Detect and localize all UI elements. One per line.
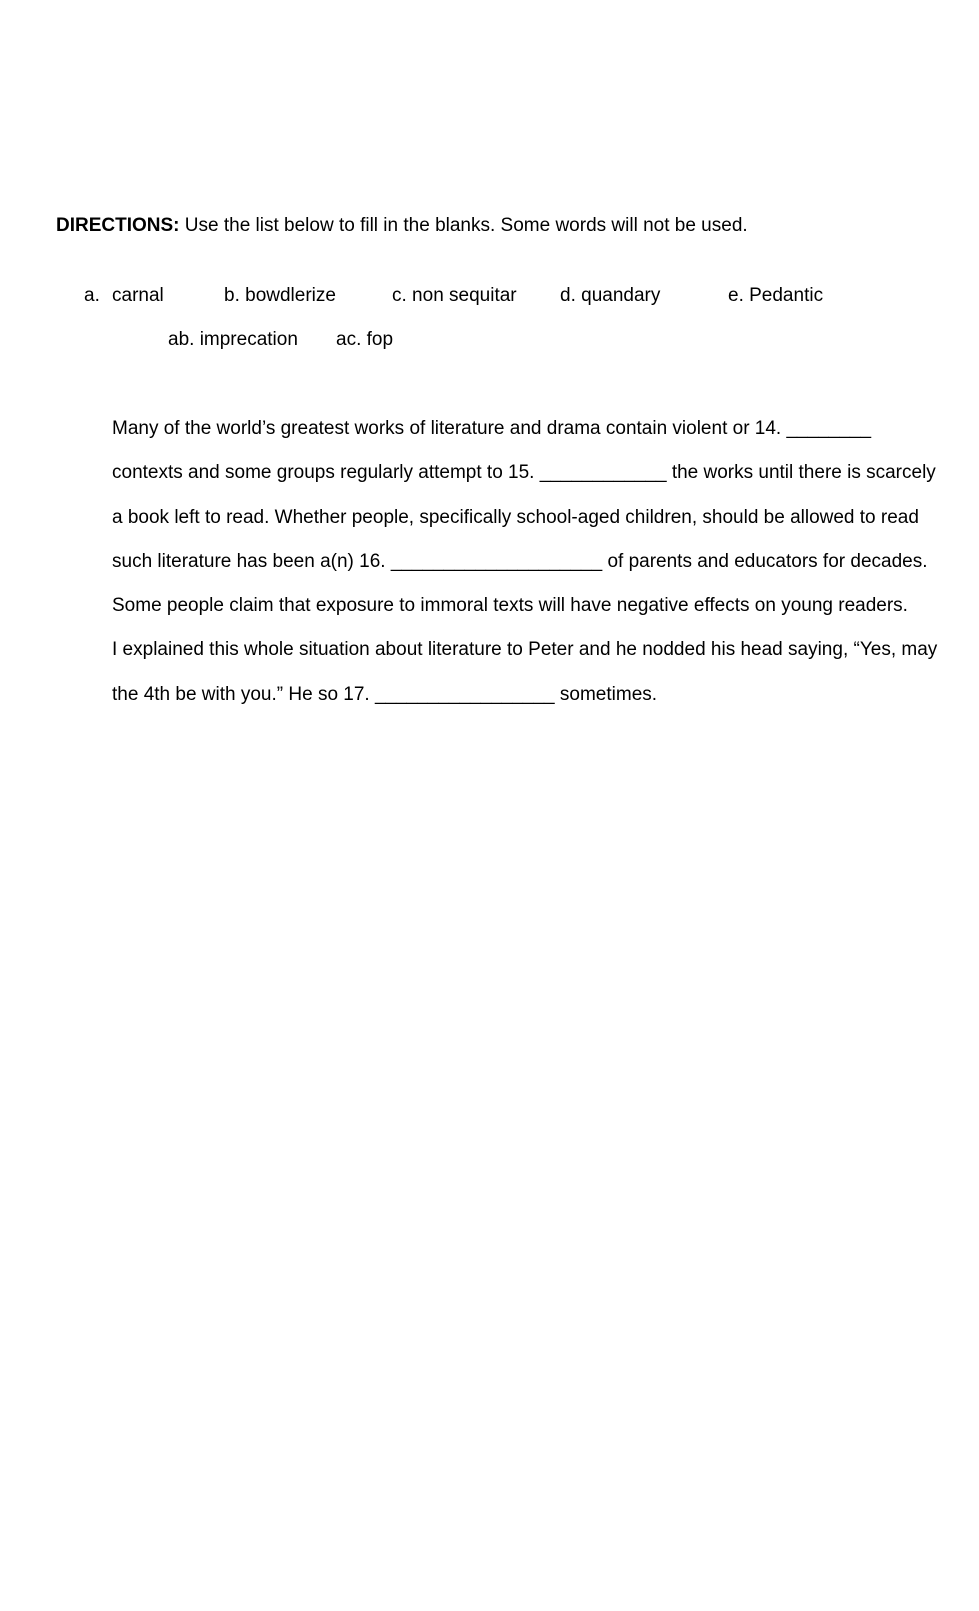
word-bank-item-c: c. non sequitar — [392, 285, 517, 306]
directions — [56, 214, 748, 238]
word-bank-item-a: carnal — [112, 285, 164, 306]
word-bank-item-ab: ab. imprecation — [168, 329, 298, 350]
word-bank-item-b: b. bowdlerize — [224, 285, 336, 306]
word-bank-marker-a: a. — [84, 285, 100, 306]
passage-line: the 4th be with you.” He so 17. _________________ sometimes. — [112, 684, 658, 705]
directions-text: Use the list below to fill in the blanks. Some words will not be used. — [179, 215, 748, 236]
passage-line: contexts and some groups regularly attempt to 15. ____________ the works until there is scarcely — [112, 462, 936, 483]
word-bank-item-e: e. Pedantic — [728, 285, 824, 306]
passage-line: Some people claim that exposure to immoral texts will have negative effects on young readers. — [112, 595, 908, 616]
passage-line: I explained this whole situation about literature to Peter and he nodded his head saying, “Yes, may — [112, 639, 938, 660]
word-bank-item-d: d. quandary — [560, 285, 661, 306]
passage-line: Many of the world’s greatest works of literature and drama contain violent or 14. ________ — [112, 418, 872, 439]
word-bank-item-ac: ac. fop — [336, 329, 394, 350]
directions-label: DIRECTIONS: — [56, 215, 180, 236]
passage-line: such literature has been a(n) 16. ____________________ of parents and educators for decades. — [112, 551, 928, 572]
passage-line: a book left to read. Whether people, specifically school-aged children, should be allowed to read — [112, 507, 919, 528]
